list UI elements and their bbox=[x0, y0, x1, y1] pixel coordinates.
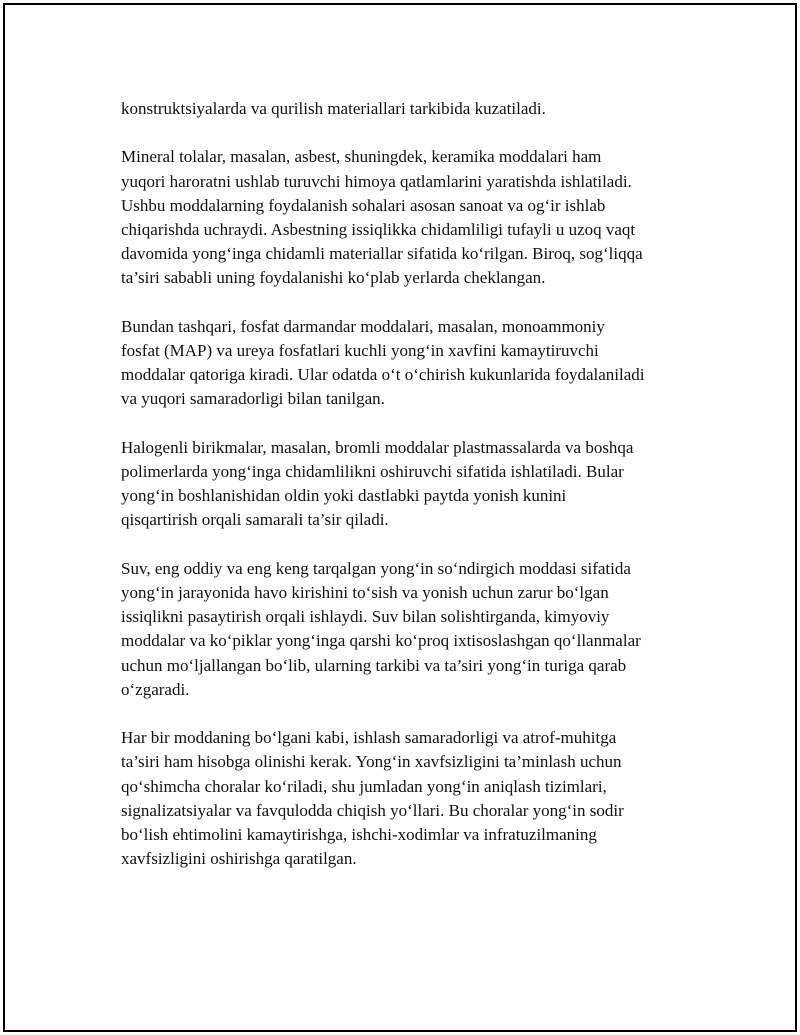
text-line: ta’siri ham hisobga olinishi kerak. Yong‘in xavfsizligini ta’minlash uchun bbox=[121, 752, 622, 772]
text-line: Suv, eng oddiy va eng keng tarqalgan yong‘in so‘ndirgich moddasi sifatida bbox=[121, 558, 631, 578]
text-line: polimerlarda yong‘inga chidamlilikni oshiruvchi sifatida ishlatiladi. Bular bbox=[121, 462, 624, 481]
document-page bbox=[3, 3, 797, 1032]
paragraph-5 bbox=[121, 557, 721, 702]
text-line: yong‘in jarayonida havo kirishini to‘sish va yonish uchun zarur bo‘lgan bbox=[121, 583, 609, 602]
text-line: qo‘shimcha choralar ko‘riladi, shu jumladan yong‘in aniqlash tizimlari, bbox=[121, 776, 607, 796]
text-line: moddalar qatoriga kiradi. Ular odatda o‘t o‘chirish kukunlarida foydalaniladi bbox=[121, 365, 645, 385]
text-line: Har bir moddaning bo‘lgani kabi, ishlash samaradorligi va atrof-muhitga bbox=[121, 728, 617, 748]
text-line: konstruktsiyalarda va qurilish materiallari tarkibida kuzatiladi. bbox=[121, 99, 546, 118]
text-line: davomida yong‘inga chidamli materiallar sifatida ko‘rilgan. Biroq, sog‘liqqa bbox=[121, 244, 643, 264]
text-line: ta’siri sababli uning foydalanishi ko‘plab yerlarda cheklangan. bbox=[121, 268, 546, 288]
text-line: fosfat (MAP) va ureya fosfatlari kuchli yong‘in xavfini kamaytiruvchi bbox=[121, 341, 599, 360]
paragraph-2 bbox=[121, 145, 721, 290]
paragraph-3 bbox=[121, 315, 721, 412]
text-line: signalizatsiyalar va favqulodda chiqish yo‘llari. Bu choralar yong‘in sodir bbox=[121, 800, 624, 820]
paragraph-4 bbox=[121, 436, 721, 533]
text-line: o‘zgaradi. bbox=[121, 679, 190, 699]
text-line: yuqori haroratni ushlab turuvchi himoya qatlamlarini yaratishda ishlatiladi. bbox=[121, 171, 632, 191]
text-line: Bundan tashqari, fosfat darmandar moddalari, masalan, monoammoniy bbox=[121, 316, 605, 336]
text-line: uchun mo‘ljallangan bo‘lib, ularning tarkibi va ta’siri yong‘in turiga qarab bbox=[121, 655, 627, 675]
text-line: xavfsizligini oshirishga qaratilgan. bbox=[121, 849, 357, 869]
text-line: chiqarishda uchraydi. Asbestning issiqlikka chidamliligi tufayli u uzoq vaqt bbox=[121, 220, 636, 239]
text-line: Mineral tolalar, masalan, asbest, shuningdek, keramika moddalari ham bbox=[121, 147, 602, 167]
document-body bbox=[121, 97, 721, 896]
text-line: qisqartirish orqali samarali ta’sir qiladi. bbox=[121, 510, 389, 530]
text-line: Ushbu moddalarning foydalanish sohalari asosan sanoat va og‘ir ishlab bbox=[121, 195, 606, 215]
text-line: moddalar va ko‘piklar yong‘inga qarshi ko‘proq ixtisoslashgan qo‘llanmalar bbox=[121, 631, 641, 651]
text-line: Halogenli birikmalar, masalan, bromli moddalar plastmassalarda va boshqa bbox=[121, 437, 634, 457]
text-line: va yuqori samaradorligi bilan tanilgan. bbox=[121, 389, 385, 409]
paragraph-1 bbox=[121, 97, 721, 121]
text-line: issiqlikni pasaytirish orqali ishlaydi. Suv bilan solishtirganda, kimyoviy bbox=[121, 607, 610, 627]
text-line: yong‘in boshlanishidan oldin yoki dastlabki paytda yonish kunini bbox=[121, 486, 567, 506]
text-line: bo‘lish ehtimolini kamaytirishga, ishchi-xodimlar va infratuzilmaning bbox=[121, 825, 597, 845]
paragraph-6 bbox=[121, 726, 721, 871]
